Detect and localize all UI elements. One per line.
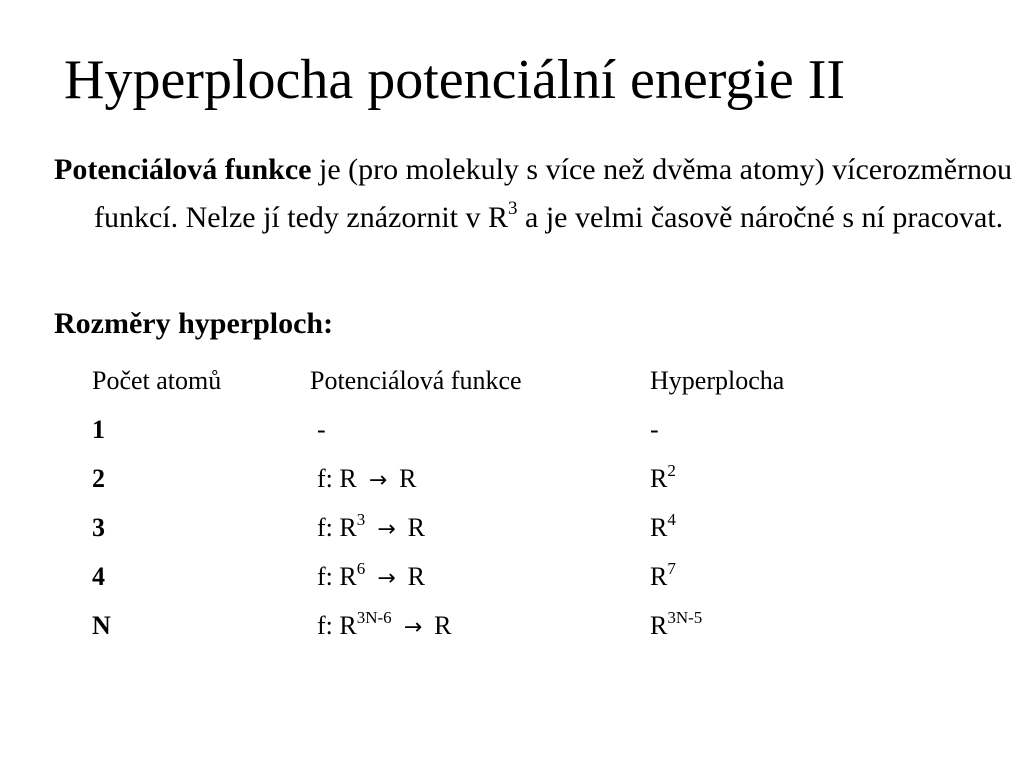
hyperplane-base: R	[650, 562, 668, 591]
intro-text-part2: a je velmi časově náročné s ní pracovat.	[517, 201, 1004, 234]
arrow-icon: →	[377, 517, 396, 542]
arrow-icon: →	[377, 566, 396, 591]
function-mapping	[317, 458, 417, 502]
function-codomain: R	[407, 513, 426, 542]
hyperplane-value	[650, 605, 702, 647]
intro-text-part1: je (pro molekuly s více než dvěma atomy) vícerozměrnou funkcí. Nelze jí tedy znázornit v R	[94, 153, 1013, 234]
intro-paragraph	[54, 146, 1014, 242]
header-function: Potenciálová funkce	[310, 366, 522, 395]
hyperplane-value	[650, 507, 676, 549]
function-domain: f: R	[317, 611, 357, 640]
hyperplane-exponent: 7	[667, 559, 676, 579]
header-hyperplane: Hyperplocha	[650, 366, 785, 395]
function-domain-exponent: 3N-6	[356, 608, 392, 628]
function-domain: f: R	[317, 562, 357, 591]
arrow-icon: →	[368, 468, 388, 493]
header-atoms: Počet atomů	[92, 366, 222, 395]
dimensions-heading: Rozměry hyperploch:	[54, 307, 334, 340]
arrow-icon: →	[403, 615, 423, 640]
hyperplane-value	[650, 556, 676, 598]
hyperplane-base: R	[650, 513, 668, 542]
hyperplane-exponent: 4	[667, 510, 676, 530]
atoms-count: N	[92, 611, 111, 640]
function-domain-exponent: 6	[356, 559, 366, 579]
hyperplane-base: R	[650, 611, 668, 640]
hyperplane-exponent: 2	[667, 461, 676, 481]
hyperplane-value	[650, 458, 676, 500]
atoms-count: 1	[92, 415, 105, 444]
intro-bold-term: Potenciálová funkce	[54, 153, 312, 186]
atoms-count: 2	[92, 464, 105, 493]
function-codomain: R	[407, 562, 426, 591]
function-codomain: R	[399, 464, 417, 493]
intro-exponent: 3	[508, 198, 518, 219]
function-mapping	[317, 556, 425, 600]
function-mapping	[317, 507, 425, 551]
function-codomain: R	[434, 611, 452, 640]
hyperplane-value: -	[650, 415, 659, 444]
atoms-count: 3	[92, 513, 105, 542]
function-domain: f: R	[317, 513, 357, 542]
function-mapping	[317, 605, 451, 649]
atoms-count: 4	[92, 562, 105, 591]
hyperplane-base: R	[650, 464, 668, 493]
slide-title: Hyperplocha potenciální energie II	[64, 49, 846, 111]
function-domain-exponent: 3	[356, 510, 366, 530]
hyperplane-exponent: 3N-5	[667, 608, 703, 628]
function-domain: f: R	[317, 464, 357, 493]
function-value: -	[317, 415, 326, 444]
